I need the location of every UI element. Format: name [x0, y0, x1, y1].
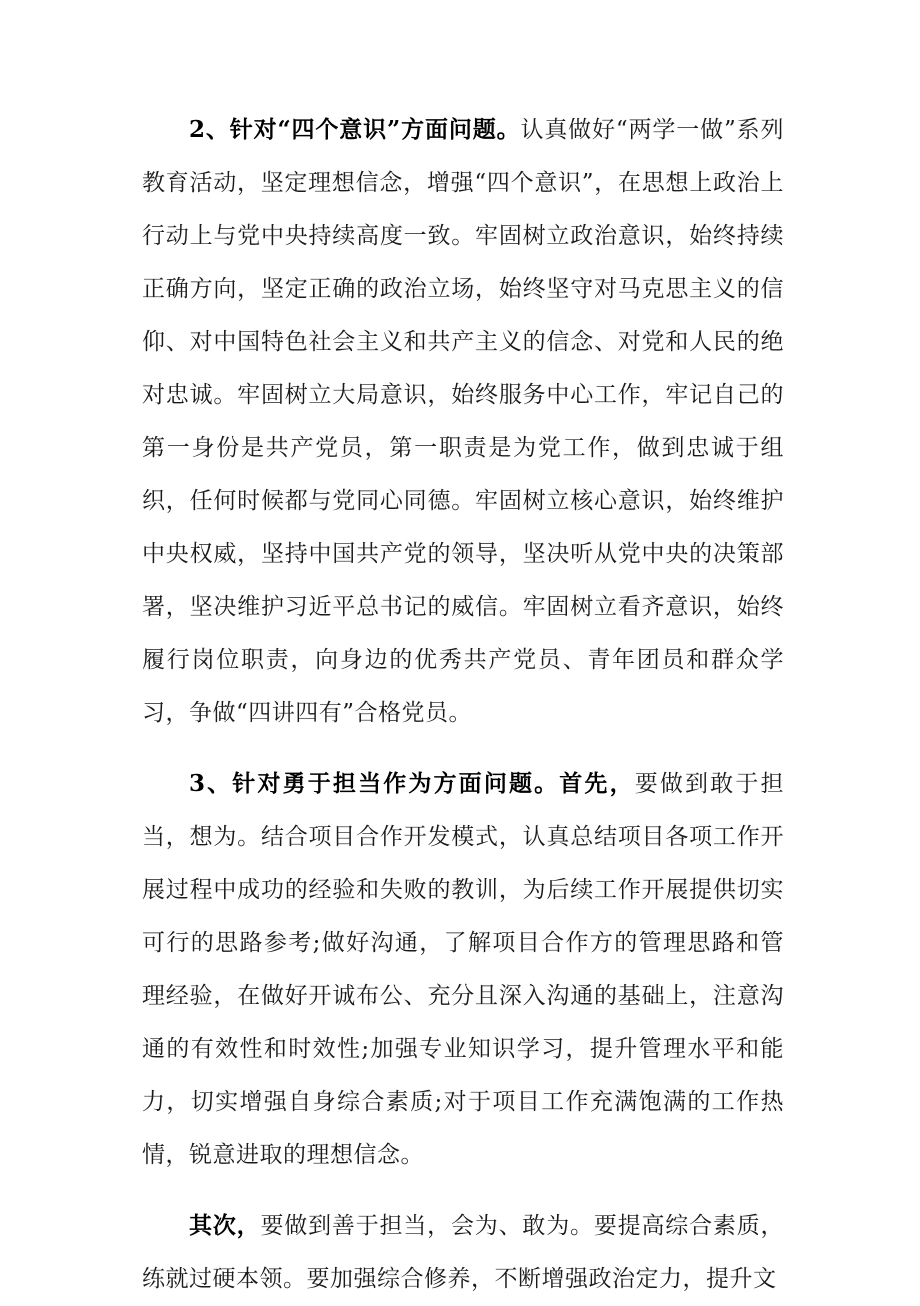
document-page — [142, 103, 784, 1306]
paragraph-heading: 其次， — [189, 1212, 261, 1239]
paragraph-body: 要做到敢于担当，想为。结合项目合作开发模式，认真总结项目各项工作开展过程中成功的经验和失败的教训，为后续工作开展提供切实可行的思路参考;做好沟通，了解项目合作方的管理思路和管理经验，在做好开诚布公、充分且深入沟通的基础上，注意沟通的有效性和时效性;加强专业知识学习，提升管理水平和能力，切实增强自身综合素质;对于项目工作充满饱满的工作热情，锐意进取的理想信念。 — [142, 771, 784, 1168]
paragraph-body: 认真做好“两学一做”系列教育活动，坚定理想信念，增强“四个意识”，在思想上政治上行动上与党中央持续高度一致。牢固树立政治意识，始终持续正确方向，坚定正确的政治立场，始终坚守对马克思主义的信仰、对中国特色社会主义和共产主义的信念、对党和人民的绝对忠诚。牢固树立大局意识，始终服务中心工作，牢记自己的第一身份是共产党员，第一职责是为党工作，做到忠诚于组织，任何时候都与党同心同德。牢固树立核心意识，始终维护中央权威，坚持中国共产党的领导，坚决听从党中央的决策部署，坚决维护习近平总书记的威信。牢固树立看齐意识，始终履行岗位职责，向身边的优秀共产党员、青年团员和群众学习，争做“四讲四有”合格党员。 — [142, 117, 784, 726]
paragraph-body: 要做到善于担当，会为、敢为。要提高综合素质，练就过硬本领。要加强综合修养，不断增强政治定力，提升文 — [142, 1213, 784, 1292]
paragraph-heading: 2、针对“四个意识”方面问题。 — [189, 116, 521, 143]
paragraph-responsibility — [142, 757, 784, 1182]
paragraph-heading: 3、针对勇于担当作为方面问题。首先， — [189, 770, 635, 797]
paragraph-four-consciousness — [142, 103, 784, 740]
paragraph-secondly — [142, 1199, 784, 1306]
